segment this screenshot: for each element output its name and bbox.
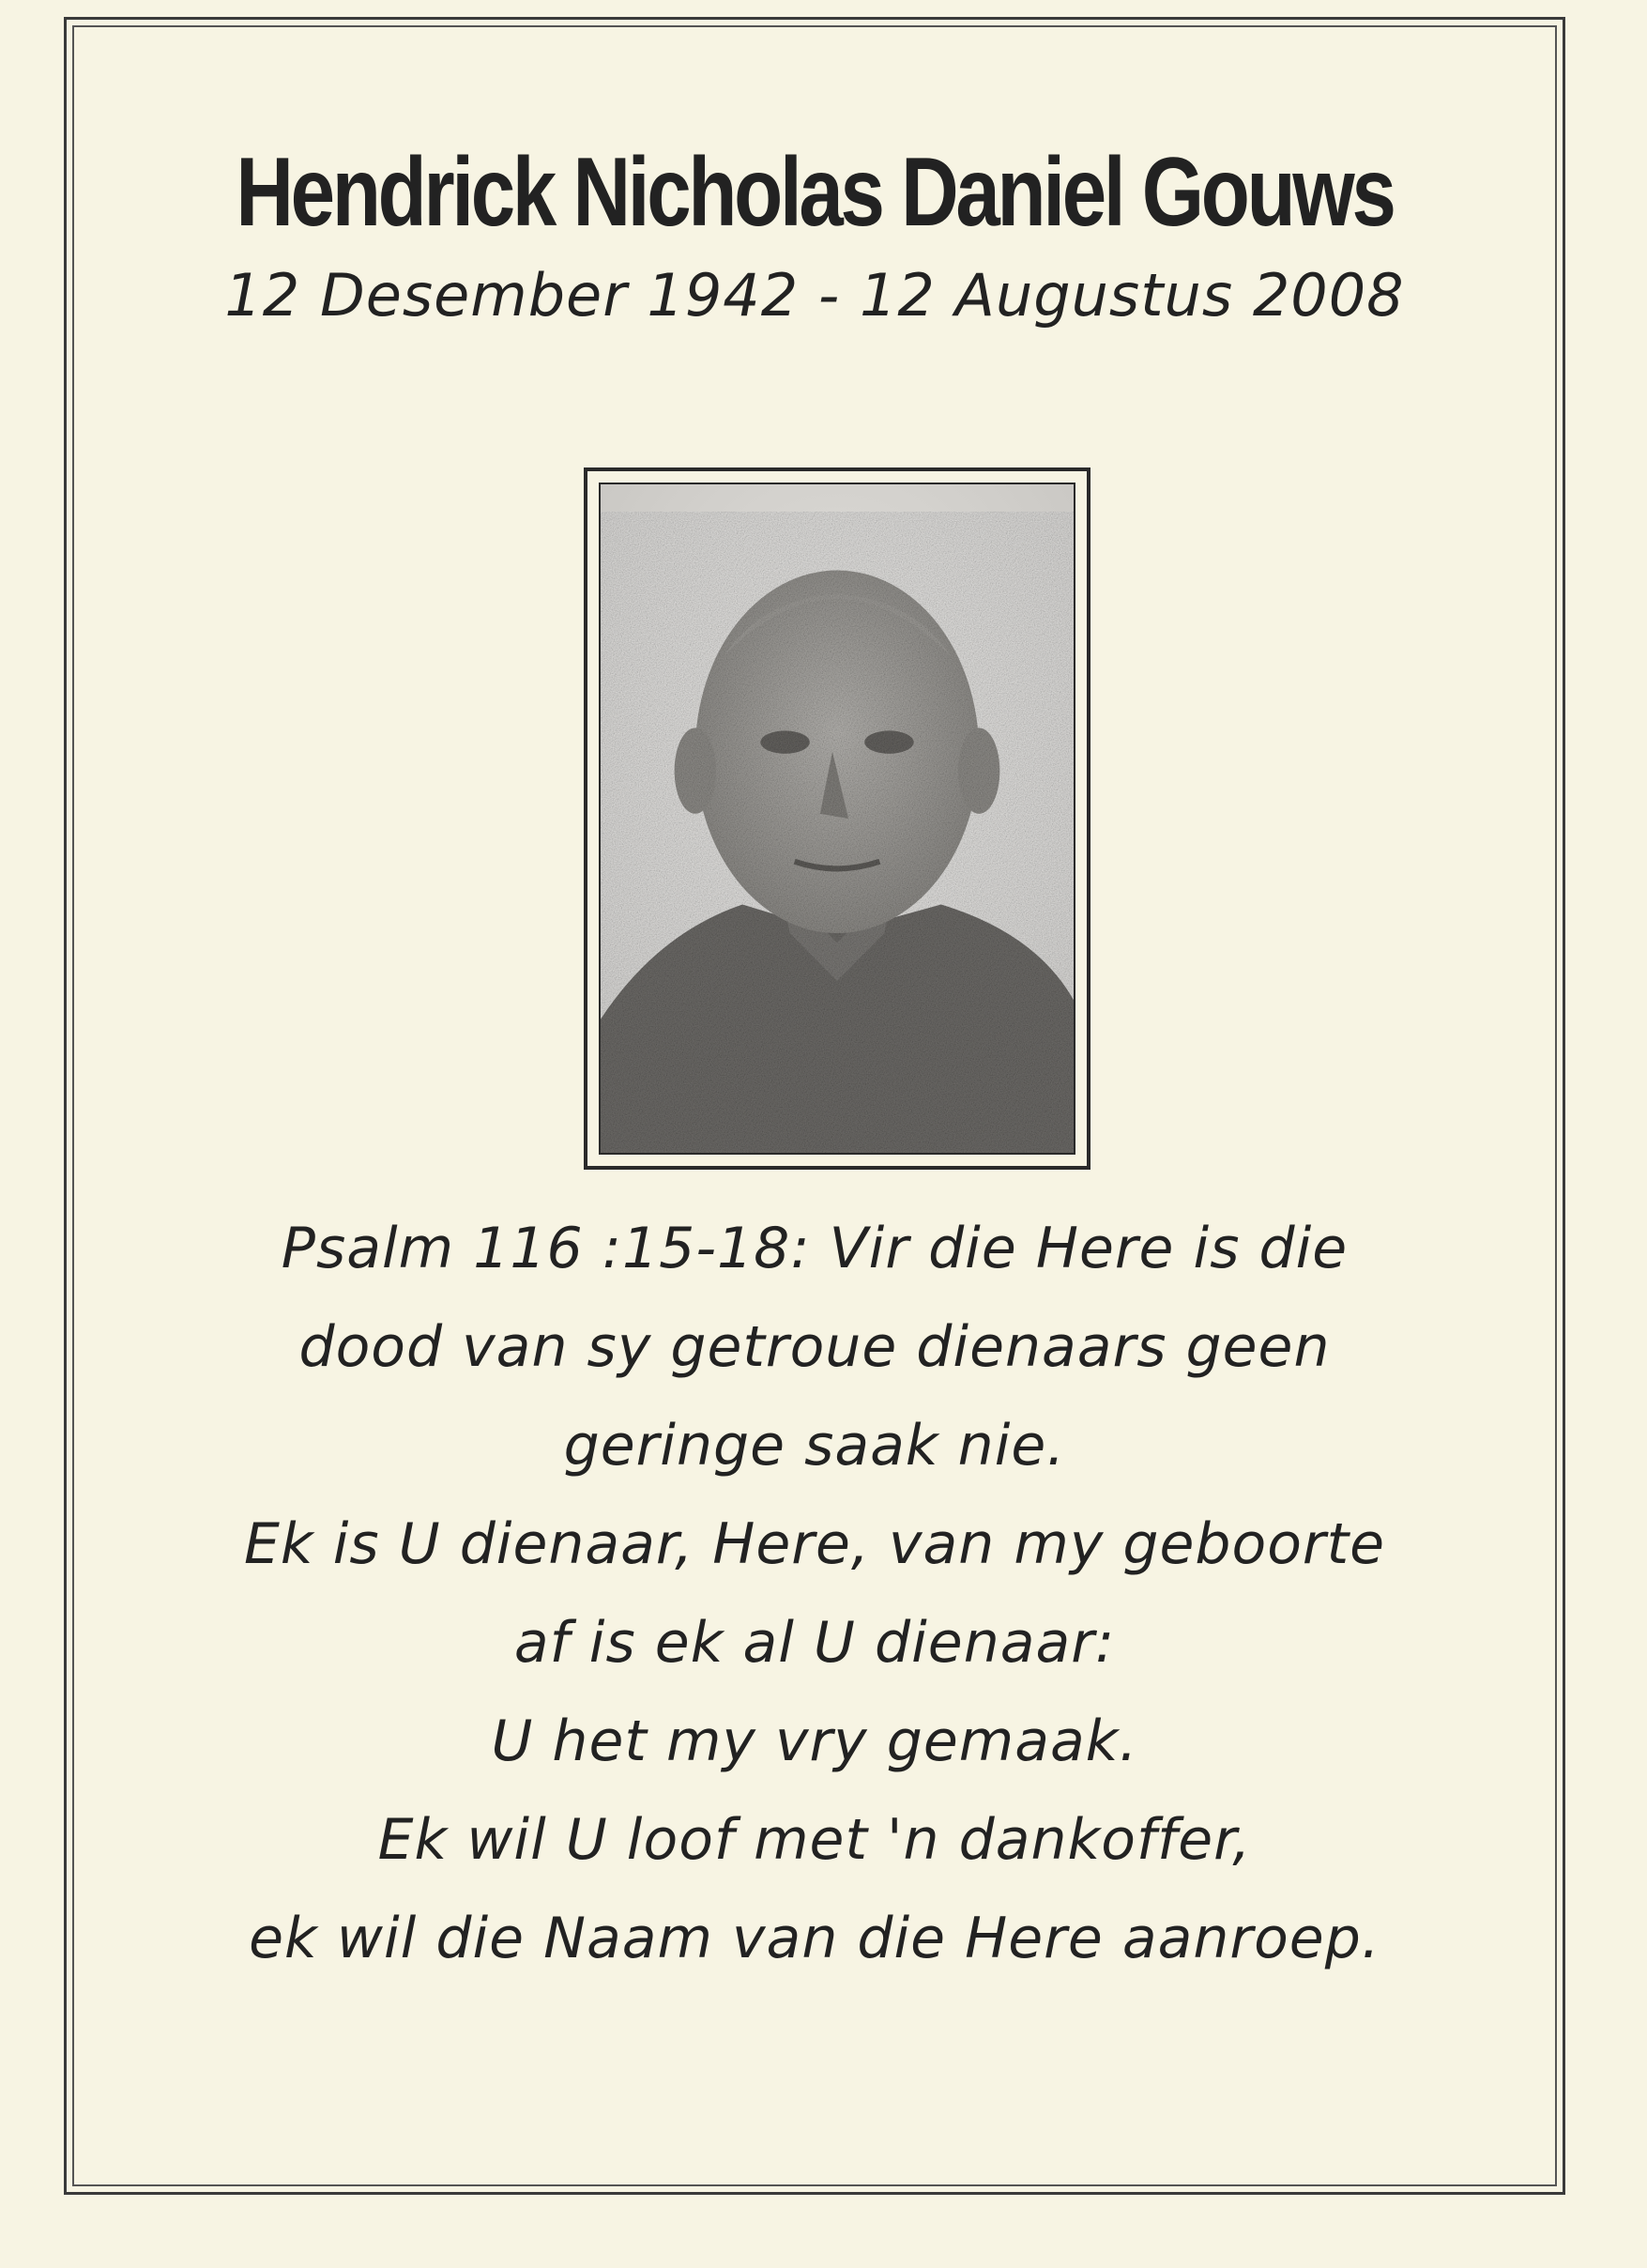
verse-line: Psalm 116 :15-18: Vir die Here is die [281, 1216, 1349, 1281]
verse-line: Ek is U dienaar, Here, van my geboorte [243, 1511, 1386, 1577]
life-dates: 12 Desember 1942 - 12 Augustus 2008 [224, 261, 1405, 329]
verse-line: Ek wil U loof met 'n dankoffer, [377, 1807, 1252, 1873]
psalm-verse [64, 1200, 1565, 1988]
verse-line: dood van sy getroue dienaars geen [298, 1314, 1331, 1380]
verse-line: af is ek al U dienaar: [513, 1610, 1116, 1676]
portrait-photo [599, 483, 1075, 1155]
verse-line: geringe saak nie. [563, 1413, 1066, 1479]
verse-line: U het my vry gemaak. [491, 1709, 1138, 1774]
portrait-image [601, 484, 1074, 1153]
deceased-name: Hendrick Nicholas Daniel Gouws [236, 138, 1394, 247]
portrait-frame [584, 467, 1090, 1170]
card-header [64, 131, 1565, 338]
verse-line: ek wil die Naam van die Here aanroep. [249, 1906, 1380, 1971]
